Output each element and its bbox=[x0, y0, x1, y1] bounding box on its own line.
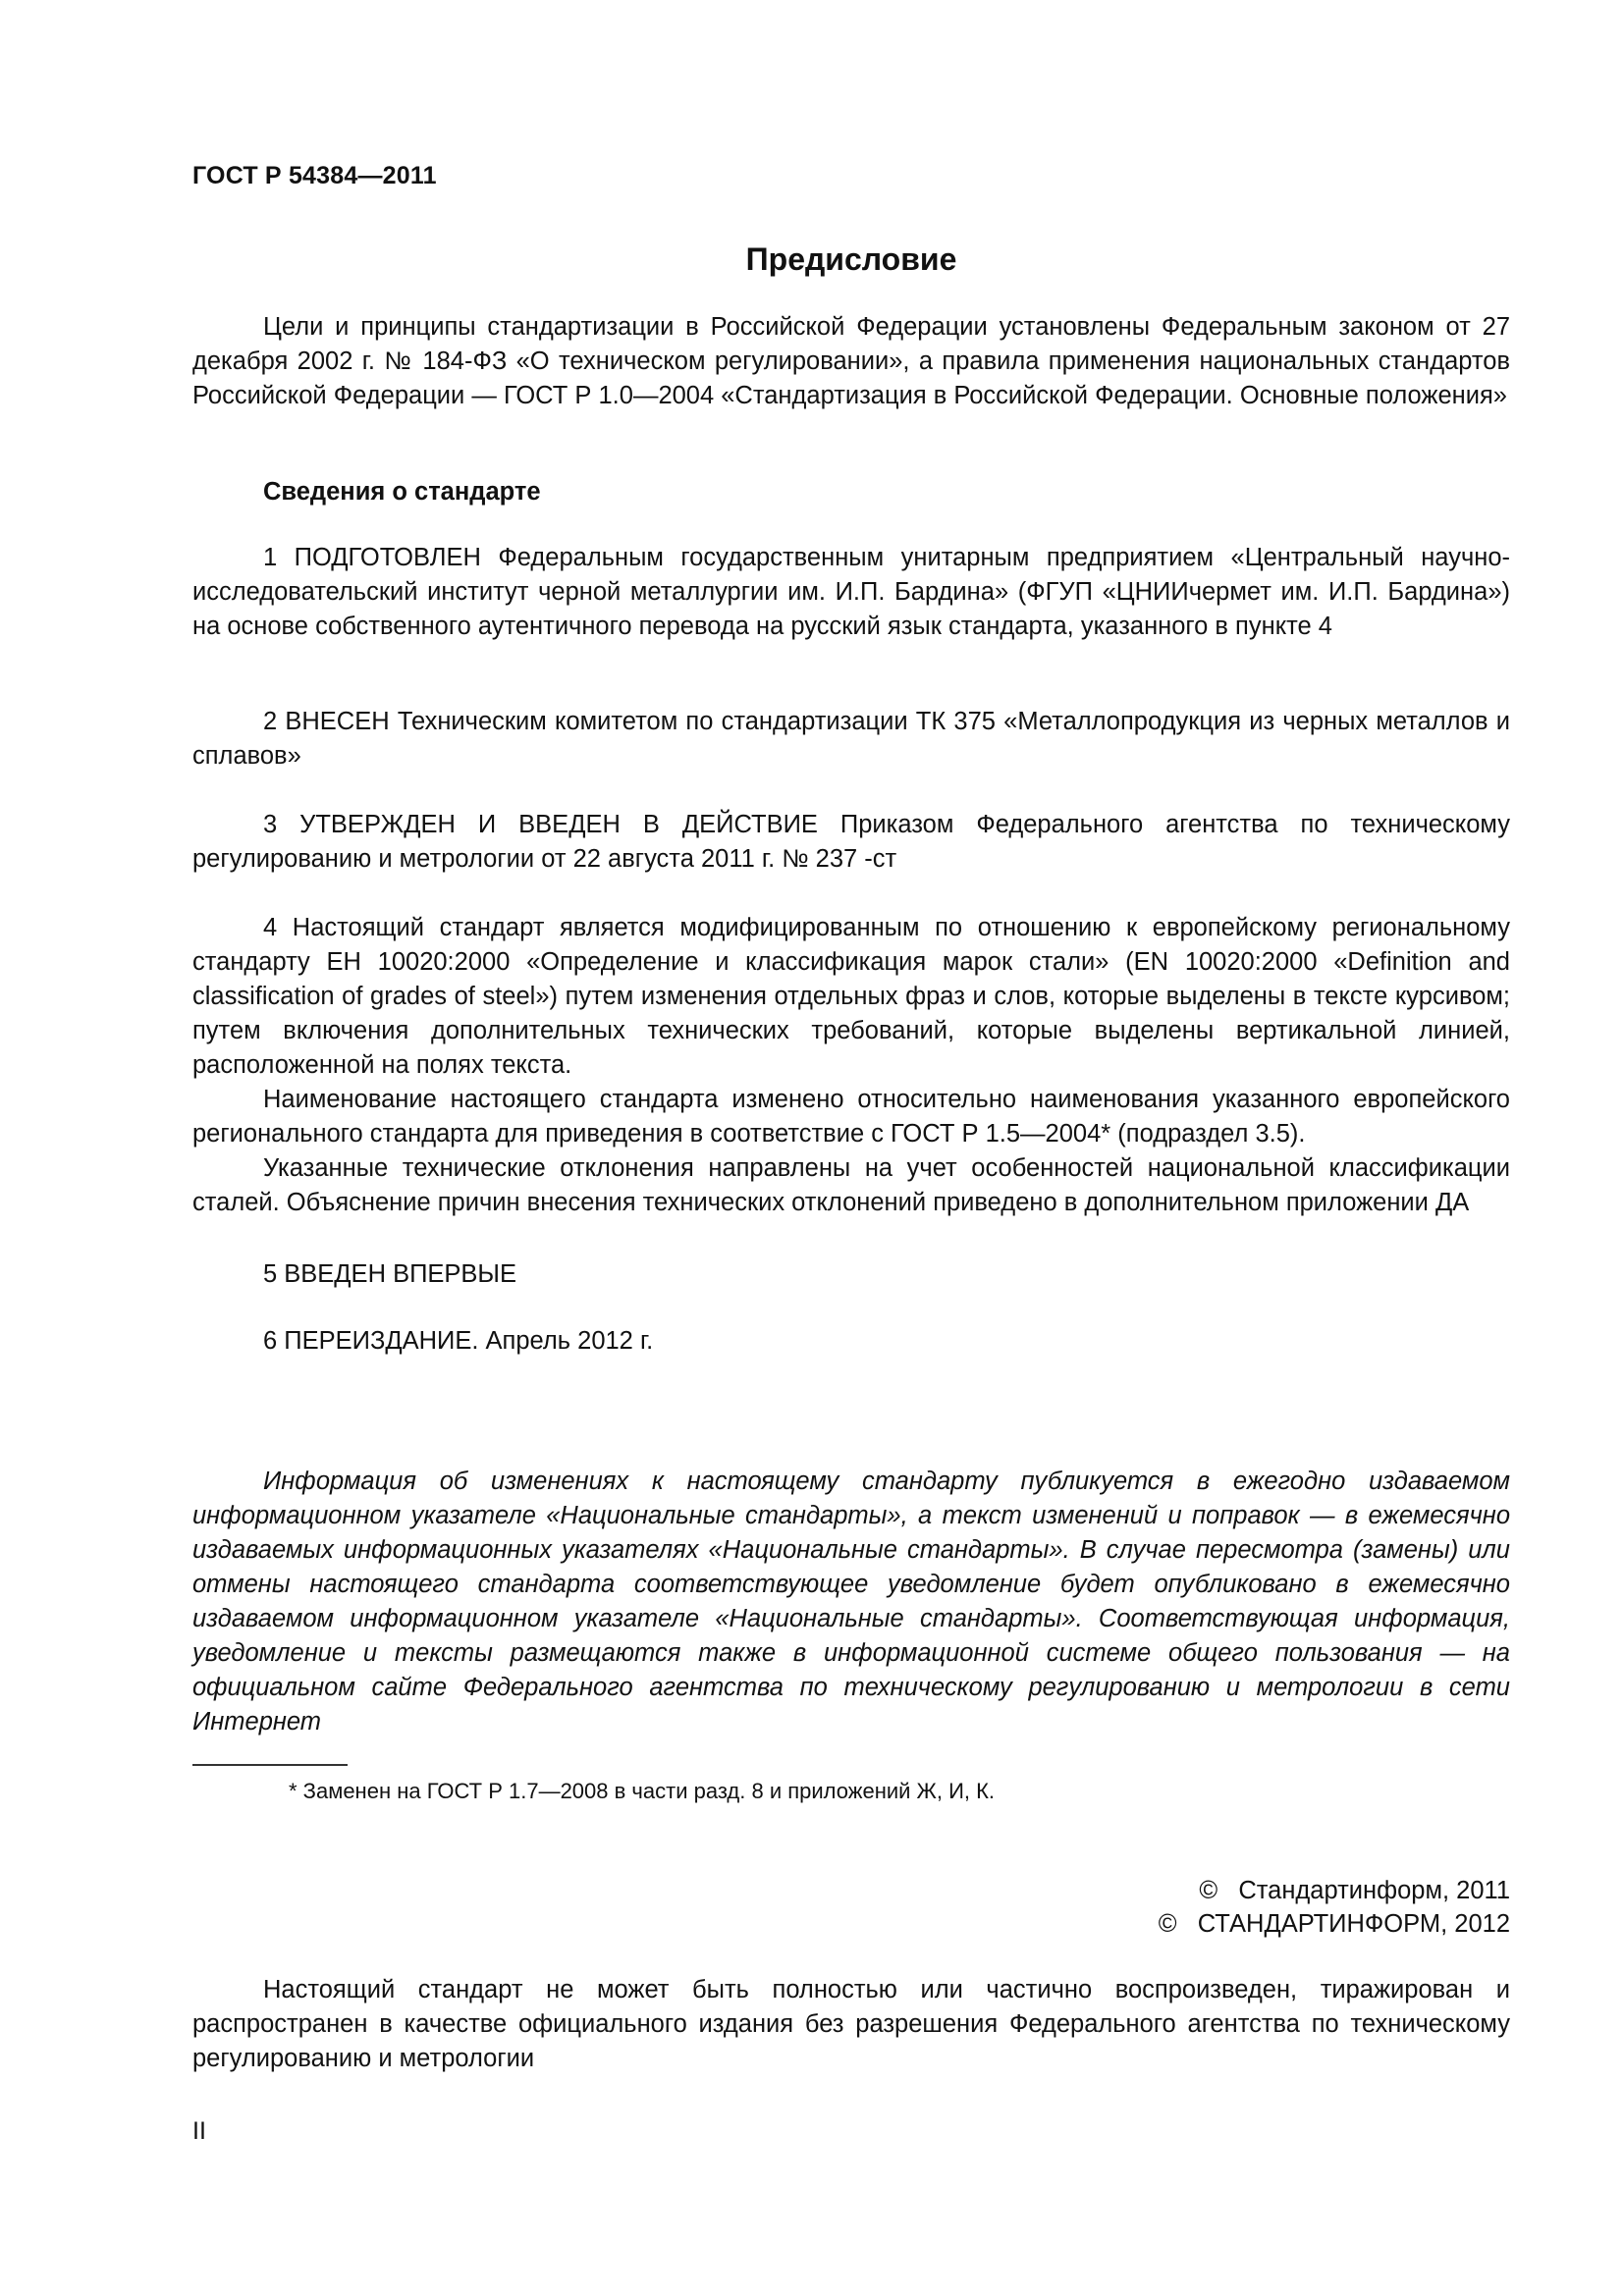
copyright-2012: © СТАНДАРТИНФОРМ, 2012 bbox=[1158, 1910, 1510, 1938]
document-code: ГОСТ Р 54384—2011 bbox=[192, 162, 437, 189]
item-4-paragraph-1: 4 Настоящий стандарт является модифицированным по отношению к европейскому региональному стандарту ЕН 10020:2000 «Определение и классификация марок стали» (EN 10020:2000 «Definition and classification of grades of steel») путем изменения отдельных фраз и слов, которые выделены в тексте курсивом; путем включения дополнительных технических требований, которые выделены вертикальной линией, расположенной на полях текста. bbox=[192, 914, 1510, 1079]
reproduction-notice bbox=[192, 1973, 1510, 2076]
intro-text: Цели и принципы стандартизации в Российской Федерации установлены Федеральным законом от 27 декабря 2002 г. № 184-ФЗ «О техническом регулировании», а правила применения национальных стандартов Российской Федерации — ГОСТ Р 1.0—2004 «Стандартизация в Российской Федерации. Основные положения» bbox=[192, 313, 1510, 409]
item-2-text: 2 ВНЕСЕН Техническим комитетом по стандартизации ТК 375 «Металлопродукция из черных металлов и сплавов» bbox=[192, 708, 1510, 770]
page-title: Предисловие bbox=[745, 241, 957, 277]
info-heading: Сведения о стандарте bbox=[263, 478, 541, 506]
changes-info-text: Информация об изменениях к настоящему стандарту публикуется в ежегодно издаваемом информационном указателе «Национальные стандарты», а текст изменений и поправок — в ежемесячно издаваемых информационных указателях «Национальные стандарты». В случае пересмотра (замены) или отмены настоящего стандарта соответствующее уведомление будет опубликовано в ежемесячно издаваемом информационном указателе «Национальные стандарты». Соответствующая информация, уведомление и тексты размещаются также в информационной системе общего пользования — на официальном сайте Федерального агентства по техническому регулированию и метрологии в сети Интернет bbox=[192, 1468, 1510, 1735]
copyright-2011: © Стандартинформ, 2011 bbox=[1199, 1877, 1510, 1904]
footnote-divider bbox=[192, 1764, 348, 1766]
reproduction-notice-text: Настоящий стандарт не может быть полностью или частично воспроизведен, тиражирован и распространен в качестве официального издания без разрешения Федерального агентства по техническому регулированию и метрологии bbox=[192, 1976, 1510, 2072]
item-2 bbox=[192, 705, 1510, 774]
item-4 bbox=[192, 911, 1510, 1220]
item-4-paragraph-3: Указанные технические отклонения направлены на учет особенностей национальной классификации сталей. Объяснение причин внесения технических отклонений приведено в дополнительном приложении ДА bbox=[192, 1154, 1510, 1216]
item-1 bbox=[192, 541, 1510, 644]
item-6: 6 ПЕРЕИЗДАНИЕ. Апрель 2012 г. bbox=[263, 1327, 654, 1355]
item-1-text: 1 ПОДГОТОВЛЕН Федеральным государственным унитарным предприятием «Центральный научно-исследовательский институт черной металлургии им. И.П. Бардина» (ФГУП «ЦНИИчермет им. И.П. Бардина») на основе собственного аутентичного перевода на русский язык стандарта, указанного в пункте 4 bbox=[192, 544, 1510, 640]
item-3 bbox=[192, 808, 1510, 877]
intro-paragraph bbox=[192, 310, 1510, 413]
footnote: * Заменен на ГОСТ Р 1.7—2008 в части разд. 8 и приложений Ж, И, К. bbox=[289, 1779, 996, 1803]
page-number: II bbox=[192, 2117, 206, 2145]
changes-info bbox=[192, 1465, 1510, 1739]
item-3-text: 3 УТВЕРЖДЕН И ВВЕДЕН В ДЕЙСТВИЕ Приказом Федерального агентства по техническому регулированию и метрологии от 22 августа 2011 г. № 237 -ст bbox=[192, 811, 1510, 873]
item-4-paragraph-2: Наименование настоящего стандарта изменено относительно наименования указанного европейского регионального стандарта для приведения в соответствие с ГОСТ Р 1.5—2004* (подраздел 3.5). bbox=[192, 1086, 1510, 1148]
document-page bbox=[192, 0, 1510, 2296]
item-5: 5 ВВЕДЕН ВПЕРВЫЕ bbox=[263, 1260, 517, 1288]
